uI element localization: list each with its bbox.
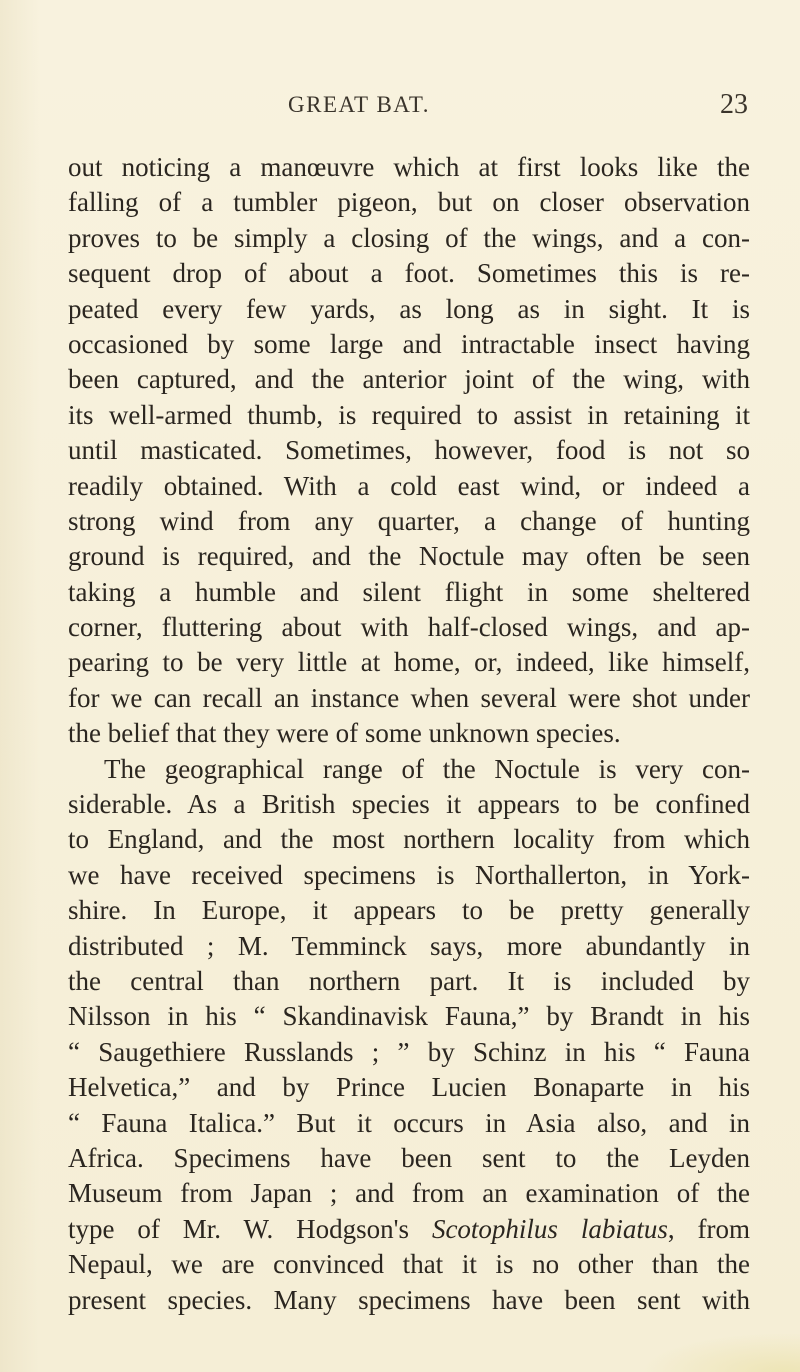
text-line: Nepaul, we are convinced that it is no other than the [68, 1249, 750, 1280]
text-line: Helvetica,” and by Prince Lucien Bonaparte in his [68, 1072, 750, 1103]
text-line: peated every few yards, as long as in sight. It is [68, 293, 750, 324]
text-line: strong wind from any quarter, a change of hunting [68, 505, 750, 536]
text-line: taking a humble and silent flight in some sheltered [68, 576, 750, 607]
text-line: occasioned by some large and intractable insect having [68, 328, 750, 359]
text-line: “ Fauna Italica.” But it occurs in Asia also, and in [68, 1107, 750, 1138]
text-line: been captured, and the anterior joint of the wing, with [68, 364, 750, 395]
text-line: “ Saugethiere Russlands ; ” by Schinz in his “ Fauna [68, 1036, 750, 1067]
text-line: we have received specimens is Northallerton, in York- [68, 859, 750, 890]
text-line: Museum from Japan ; and from an examination of the [68, 1178, 750, 1209]
text-line: siderable. As a British species it appears to be confined [68, 789, 750, 820]
text-line: pearing to be very little at home, or, indeed, like himself, [68, 647, 750, 678]
text-line: corner, fluttering about with half-closed wings, and ap- [68, 612, 750, 643]
text-line: the belief that they were of some unknown species. [68, 718, 621, 749]
text-line: the central than northern part. It is included by [68, 965, 750, 996]
text-line: type of Mr. W. Hodgson's Scotophilus labiatus, from [68, 1213, 751, 1244]
text-line: ground is required, and the Noctule may often be seen [68, 541, 750, 572]
running-title: GREAT BAT. [288, 92, 430, 117]
text-line: to England, and the most northern locality from which [68, 824, 750, 855]
text-line: distributed ; M. Temminck says, more abundantly in [68, 930, 750, 961]
text-line: falling of a tumbler pigeon, but on closer observation [68, 187, 750, 218]
running-header [68, 89, 748, 132]
text-line: shire. In Europe, it appears to be pretty generally [68, 895, 750, 926]
text-line: for we can recall an instance when several were shot under [68, 682, 750, 713]
text-line: readily obtained. With a cold east wind, or indeed a [68, 470, 750, 501]
text-line: proves to be simply a closing of the wings, and a con- [68, 222, 750, 253]
text-line: present species. Many specimens have been sent with [68, 1284, 750, 1315]
text-line: The geographical range of the Noctule is very con- [104, 753, 750, 784]
text-line: out noticing a manœuvre which at first looks like the [68, 152, 750, 182]
paper-stain [640, 1332, 800, 1372]
text-line: its well-armed thumb, is required to assist in retaining it [68, 399, 750, 430]
page-number: 23 [720, 89, 748, 120]
text-line: Nilsson in his “ Skandinavisk Fauna,” by Brandt in his [68, 1001, 750, 1032]
body-text [68, 150, 750, 1318]
species-name: Scotophilus labiatus [431, 1213, 668, 1244]
text-line: until masticated. Sometimes, however, food is not so [68, 435, 750, 466]
text-line: sequent drop of about a foot. Sometimes this is re- [68, 258, 750, 289]
text-line: Africa. Specimens have been sent to the Leyden [68, 1142, 750, 1173]
